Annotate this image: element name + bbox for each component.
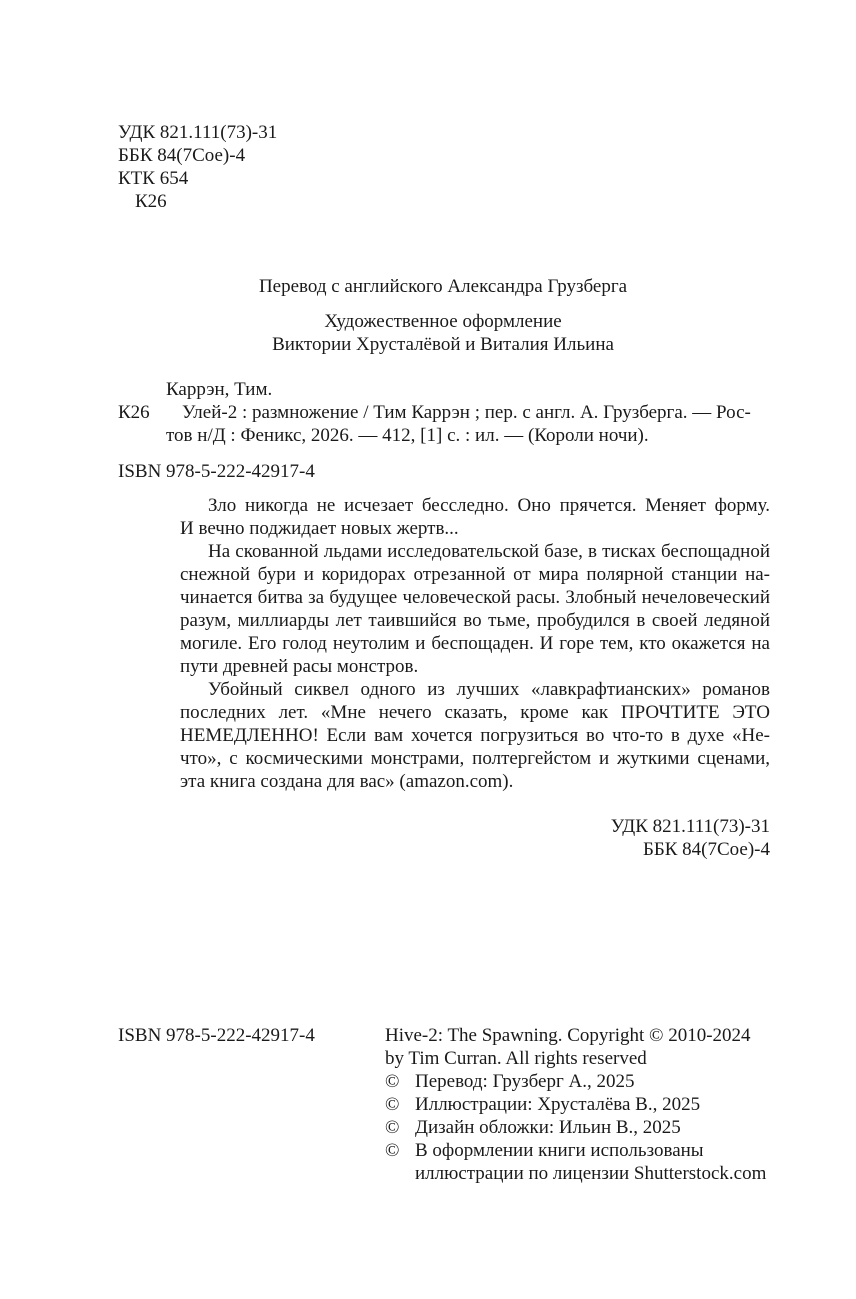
design-credit <box>118 310 768 356</box>
copyright-license-cont: иллюстрации по лицензии Shutterstock.com <box>415 1163 767 1184</box>
copyright-illustrations: © Иллюстрации: Хрусталёва В., 2025 <box>385 1094 701 1115</box>
annotation-line: На скованной льдами исследовательской базе, в тисках беспощадной <box>208 541 770 562</box>
right-classification-codes <box>611 815 770 861</box>
copyright-cover: © Дизайн обложки: Ильин В., 2025 <box>385 1117 681 1138</box>
copyright-symbol: © <box>385 1071 400 1092</box>
bib-line-2: тов н/Д : Феникс, 2026. — 412, [1] с. : ил. — (Короли ночи). <box>166 425 649 446</box>
copyright-line: by Tim Curran. All rights reserved <box>385 1048 647 1069</box>
ktk-code: КТК 654 <box>118 168 189 189</box>
isbn: ISBN 978-5-222-42917-4 <box>118 461 315 482</box>
copyright-line: Hive-2: The Spawning. Copyright © 2010-2024 <box>385 1025 751 1046</box>
annotation-line: И вечно поджидает новых жертв... <box>180 518 459 539</box>
annotation <box>180 494 770 793</box>
copyright-translation: © Перевод: Грузберг А., 2025 <box>385 1071 635 1092</box>
bib-author: Каррэн, Тим. <box>166 379 273 400</box>
annotation-line: НЕМЕДЛЕННО! Если вам хочется погрузиться во что-то в духе «Не- <box>180 725 770 746</box>
design-credit-title: Художественное оформление <box>324 311 562 332</box>
author-mark: К26 <box>135 191 167 212</box>
udk-code: УДК 821.111(73)-31 <box>610 816 770 837</box>
copyright-symbol: © <box>385 1094 400 1115</box>
isbn-bottom: ISBN 978-5-222-42917-4 <box>118 1025 315 1046</box>
copyright-symbol: © <box>385 1117 400 1138</box>
annotation-line: разум, миллиарды лет таившийся во тьме, пробудился в своей ледяной <box>180 610 770 631</box>
bbk-code: ББК 84(7Сое)-4 <box>642 839 770 860</box>
copyright-block <box>385 1024 766 1185</box>
bib-line-1: Улей-2 : размножение / Тим Каррэн ; пер. с англ. А. Грузберга. — Рос- <box>182 402 751 423</box>
bib-description <box>166 401 772 447</box>
classification-codes <box>118 121 277 213</box>
annotation-line: пути древней расы монстров. <box>180 656 419 677</box>
bbk-code: ББК 84(7Сое)-4 <box>118 145 246 166</box>
annotation-line: Убойный сиквел одного из лучших «лавкрафтианских» романов <box>208 679 770 700</box>
annotation-line: могиле. Его голод неутолим и беспощаден. И горе тем, кто окажется на <box>180 633 770 654</box>
copyright-license: © В оформлении книги использованы <box>385 1140 704 1161</box>
copyright-symbol: © <box>385 1140 400 1161</box>
translation-credit: Перевод с английского Александра Грузберга <box>258 276 628 297</box>
design-credit-names: Виктории Хрусталёвой и Виталия Ильина <box>272 334 614 355</box>
annotation-line: чинается битва за будущее человеческой расы. Злобный нечеловеческий <box>180 587 770 608</box>
annotation-line: эта книга создана для вас» (amazon.com). <box>180 771 514 792</box>
annotation-line: Зло никогда не исчезает бесследно. Оно прячется. Меняет форму. <box>208 495 770 516</box>
bib-author-mark: К26 <box>118 402 150 423</box>
annotation-line: что», с космическими монстрами, полтергейстом и жуткими сценами, <box>180 748 770 769</box>
annotation-line: снежной бури и коридорах отрезанной от мира полярной станции на- <box>180 564 770 585</box>
annotation-line: последних лет. «Мне нечего сказать, кроме как ПРОЧТИТЕ ЭТО <box>180 702 770 723</box>
udk-code: УДК 821.111(73)-31 <box>118 122 278 143</box>
